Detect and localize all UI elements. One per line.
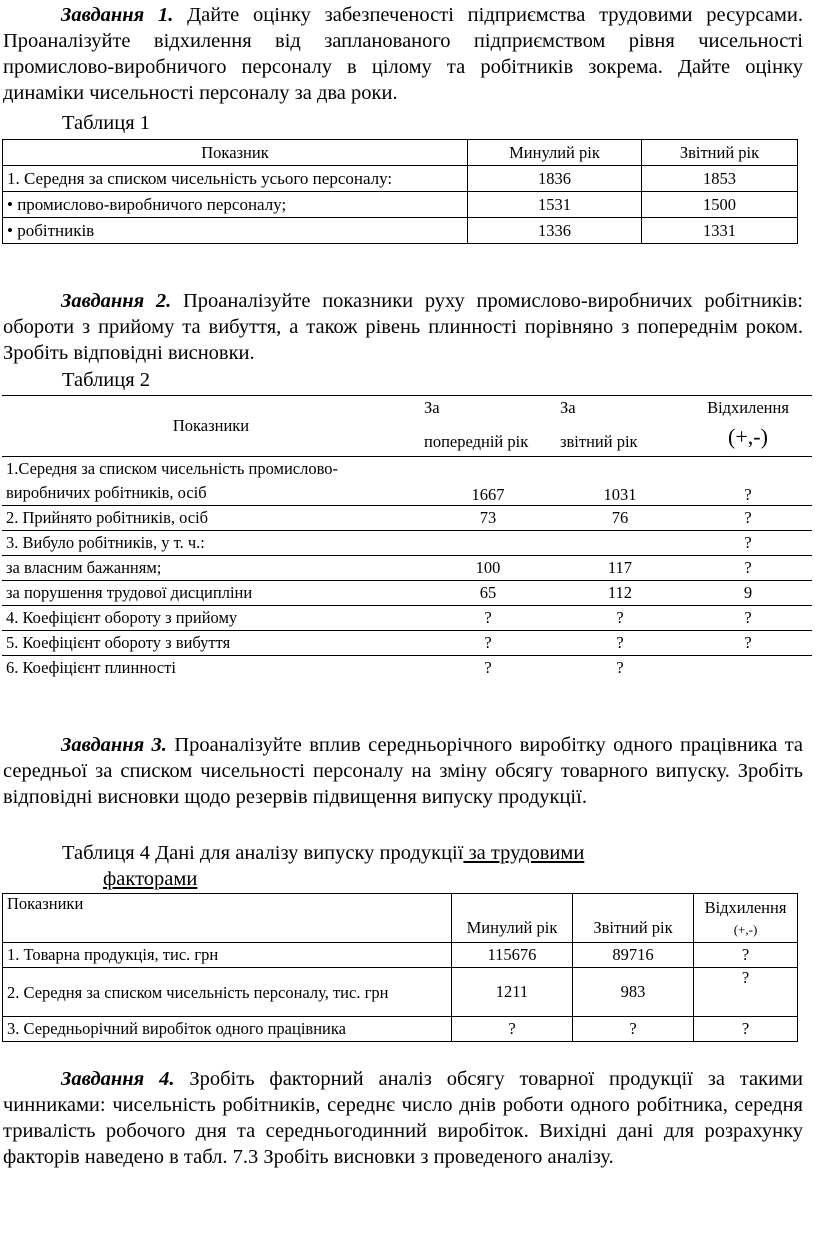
task1-paragraph [3, 2, 803, 106]
table1-header-row [3, 140, 798, 166]
table-row [3, 1017, 798, 1042]
table1-cell: 1. Середня за списком чисельність усього персоналу: [3, 166, 468, 192]
table2-cell: ? [684, 531, 812, 556]
table2-cell: 6. Коефіцієнт плинності [6, 658, 176, 677]
task4-paragraph [3, 1066, 803, 1170]
table2-cell-line: виробничих робітників, осіб [6, 483, 207, 502]
table2-cell: 3. Вибуло робітників, у т. ч.: [2, 531, 420, 556]
table2-cell: ? [484, 658, 492, 677]
table4-caption-text: Таблиця 4 Дані для аналізу випуску продукції [62, 842, 464, 864]
task2-label: Завдання 2. [61, 290, 172, 312]
table-row [3, 218, 798, 244]
table2-cell: 4. Коефіцієнт обороту з прийому [2, 606, 420, 631]
task3-text: Проаналізуйте вплив середньорічного виробітку одного працівника та середньої за списком чисельності персоналу на зміну обсягу товарного випуску. Зробіть відповідні висновки щодо резервів підвищення випуску продукції. [3, 734, 803, 808]
table-row [3, 166, 798, 192]
table2-cell: ? [684, 457, 812, 506]
table4-cell: 115676 [452, 943, 573, 968]
table1-cell: 1531 [468, 192, 642, 218]
table1-header-cell: Звітний рік [642, 140, 798, 166]
table2-header-top: Відхилення [707, 398, 789, 417]
table2-cell: 117 [556, 556, 684, 581]
table1-cell: 1500 [642, 192, 798, 218]
table2-cell-line: 1.Середня за списком чисельність промислово- [6, 459, 339, 478]
table-row [2, 606, 812, 631]
table4-cell: 1. Товарна продукція, тис. грн [3, 943, 452, 968]
table2-cell: ? [684, 506, 812, 531]
table4-cell: 89716 [573, 943, 694, 968]
table4-header-top: Відхилення [704, 898, 787, 917]
table2-header-cell: Показники [172, 416, 250, 435]
table4-cell: 983 [573, 968, 694, 1017]
table1-caption: Таблиця 1 [62, 112, 151, 134]
table4-header-bottom: (+,-) [733, 922, 758, 937]
table1-header-cell: Показник [3, 140, 468, 166]
table-row [2, 531, 812, 556]
table2-cell: ? [684, 631, 812, 656]
table1-cell: 1853 [642, 166, 798, 192]
task4-label: Завдання 4. [61, 1068, 175, 1090]
table-row [3, 943, 798, 968]
table4 [2, 893, 798, 1042]
table2-cell: 73 [420, 506, 556, 531]
task2-paragraph [3, 288, 803, 366]
table2-cell: ? [684, 556, 812, 581]
table2-cell [420, 531, 556, 556]
table2-caption: Таблиця 2 [62, 369, 151, 391]
table1-cell: • робітників [3, 218, 468, 244]
table2-cell: 2. Прийнято робітників, осіб [2, 506, 420, 531]
table2-cell: ? [420, 606, 556, 631]
table4-cell: ? [694, 1017, 798, 1042]
table2-cell: ? [556, 631, 684, 656]
table2-header-cell [420, 396, 556, 457]
table2-header-bottom: попередній рік [424, 432, 529, 451]
table1-cell: 1336 [468, 218, 642, 244]
table2-header-row [2, 396, 812, 457]
table2-cell: за порушення трудової дисципліни [2, 581, 420, 606]
task1-text: Дайте оцінку забезпеченості підприємства трудовими ресурсами. Проаналізуйте відхилення від запланованого підприємством рівня чисельності промислово-виробничого персоналу в цілому та робітників зокрема. Дайте оцінку динаміки чисельності персоналу за два роки. [3, 4, 803, 104]
task3-label: Завдання 3. [61, 734, 167, 756]
table4-header-cell [694, 894, 798, 943]
table-row [2, 506, 812, 531]
table4-cell: ? [694, 943, 798, 968]
table2-cell: 100 [420, 556, 556, 581]
table4-cell: ? [452, 1017, 573, 1042]
table4-caption [62, 840, 584, 866]
table-row [3, 192, 798, 218]
table2-cell: 76 [556, 506, 684, 531]
table2-cell: 112 [556, 581, 684, 606]
table4-cell: ? [573, 1017, 694, 1042]
table-row [2, 556, 812, 581]
table4-caption-line2: факторами [103, 868, 198, 890]
table2 [2, 395, 812, 680]
task1-label: Завдання 1. [61, 4, 174, 26]
table2-cell: ? [616, 658, 624, 677]
table4-header-cell: Показники [3, 894, 452, 943]
table1-cell: • промислово-виробничого персоналу; [3, 192, 468, 218]
table1 [2, 139, 798, 244]
table-row [2, 631, 812, 656]
table2-header-bottom: (+,-) [728, 424, 768, 449]
table2-cell: ? [556, 606, 684, 631]
table4-cell: 2. Середня за списком чисельність персоналу, тис. грн [3, 968, 452, 1017]
table2-cell [2, 457, 420, 506]
table2-header-top: За [560, 398, 576, 417]
table1-cell: 1836 [468, 166, 642, 192]
table2-cell: ? [684, 606, 812, 631]
table1-header-cell: Минулий рік [468, 140, 642, 166]
table-row [2, 581, 812, 606]
table2-cell [556, 531, 684, 556]
table2-cell: 5. Коефіцієнт обороту з вибуття [2, 631, 420, 656]
task3-paragraph [3, 732, 803, 810]
table4-header-cell: Звітний рік [573, 894, 694, 943]
table-row [2, 656, 812, 681]
table2-cell: 1667 [420, 457, 556, 506]
table2-header-cell [684, 396, 812, 457]
table2-cell: 65 [420, 581, 556, 606]
table2-cell: за власним бажанням; [2, 556, 420, 581]
table4-cell: 1211 [452, 968, 573, 1017]
table2-header-top: За [424, 398, 440, 417]
table4-cell: ? [694, 968, 798, 1017]
table4-header-cell: Минулий рік [452, 894, 573, 943]
table-row [2, 457, 812, 506]
table2-header-bottom: звітний рік [560, 432, 638, 451]
table2-cell: 9 [684, 581, 812, 606]
table1-cell: 1331 [642, 218, 798, 244]
task4-text: Зробіть факторний аналіз обсягу товарної продукції за такими чинниками: чисельність робітників, середнє число днів роботи одного робітника, середня тривалість робочого дня та середньогодинний виробіток. Вихідні дані для розрахунку факторів наведено в табл. 7.3 Зробіть висновки з проведеного аналізу. [3, 1068, 803, 1168]
table4-caption-underlined: за трудовими [463, 842, 585, 864]
table2-cell: 1031 [556, 457, 684, 506]
table2-cell: ? [420, 631, 556, 656]
table2-cell [684, 656, 812, 681]
table4-cell: 3. Середньорічний виробіток одного працівника [3, 1017, 452, 1042]
table-row [3, 968, 798, 1017]
table4-header-row [3, 894, 798, 943]
table2-header-cell [556, 396, 684, 457]
task2-text: Проаналізуйте показники руху промислово-виробничих робітників: обороти з прийому та вибуття, а також рівень плинності порівняно з попереднім роком. Зробіть відповідні висновки. [3, 290, 803, 364]
